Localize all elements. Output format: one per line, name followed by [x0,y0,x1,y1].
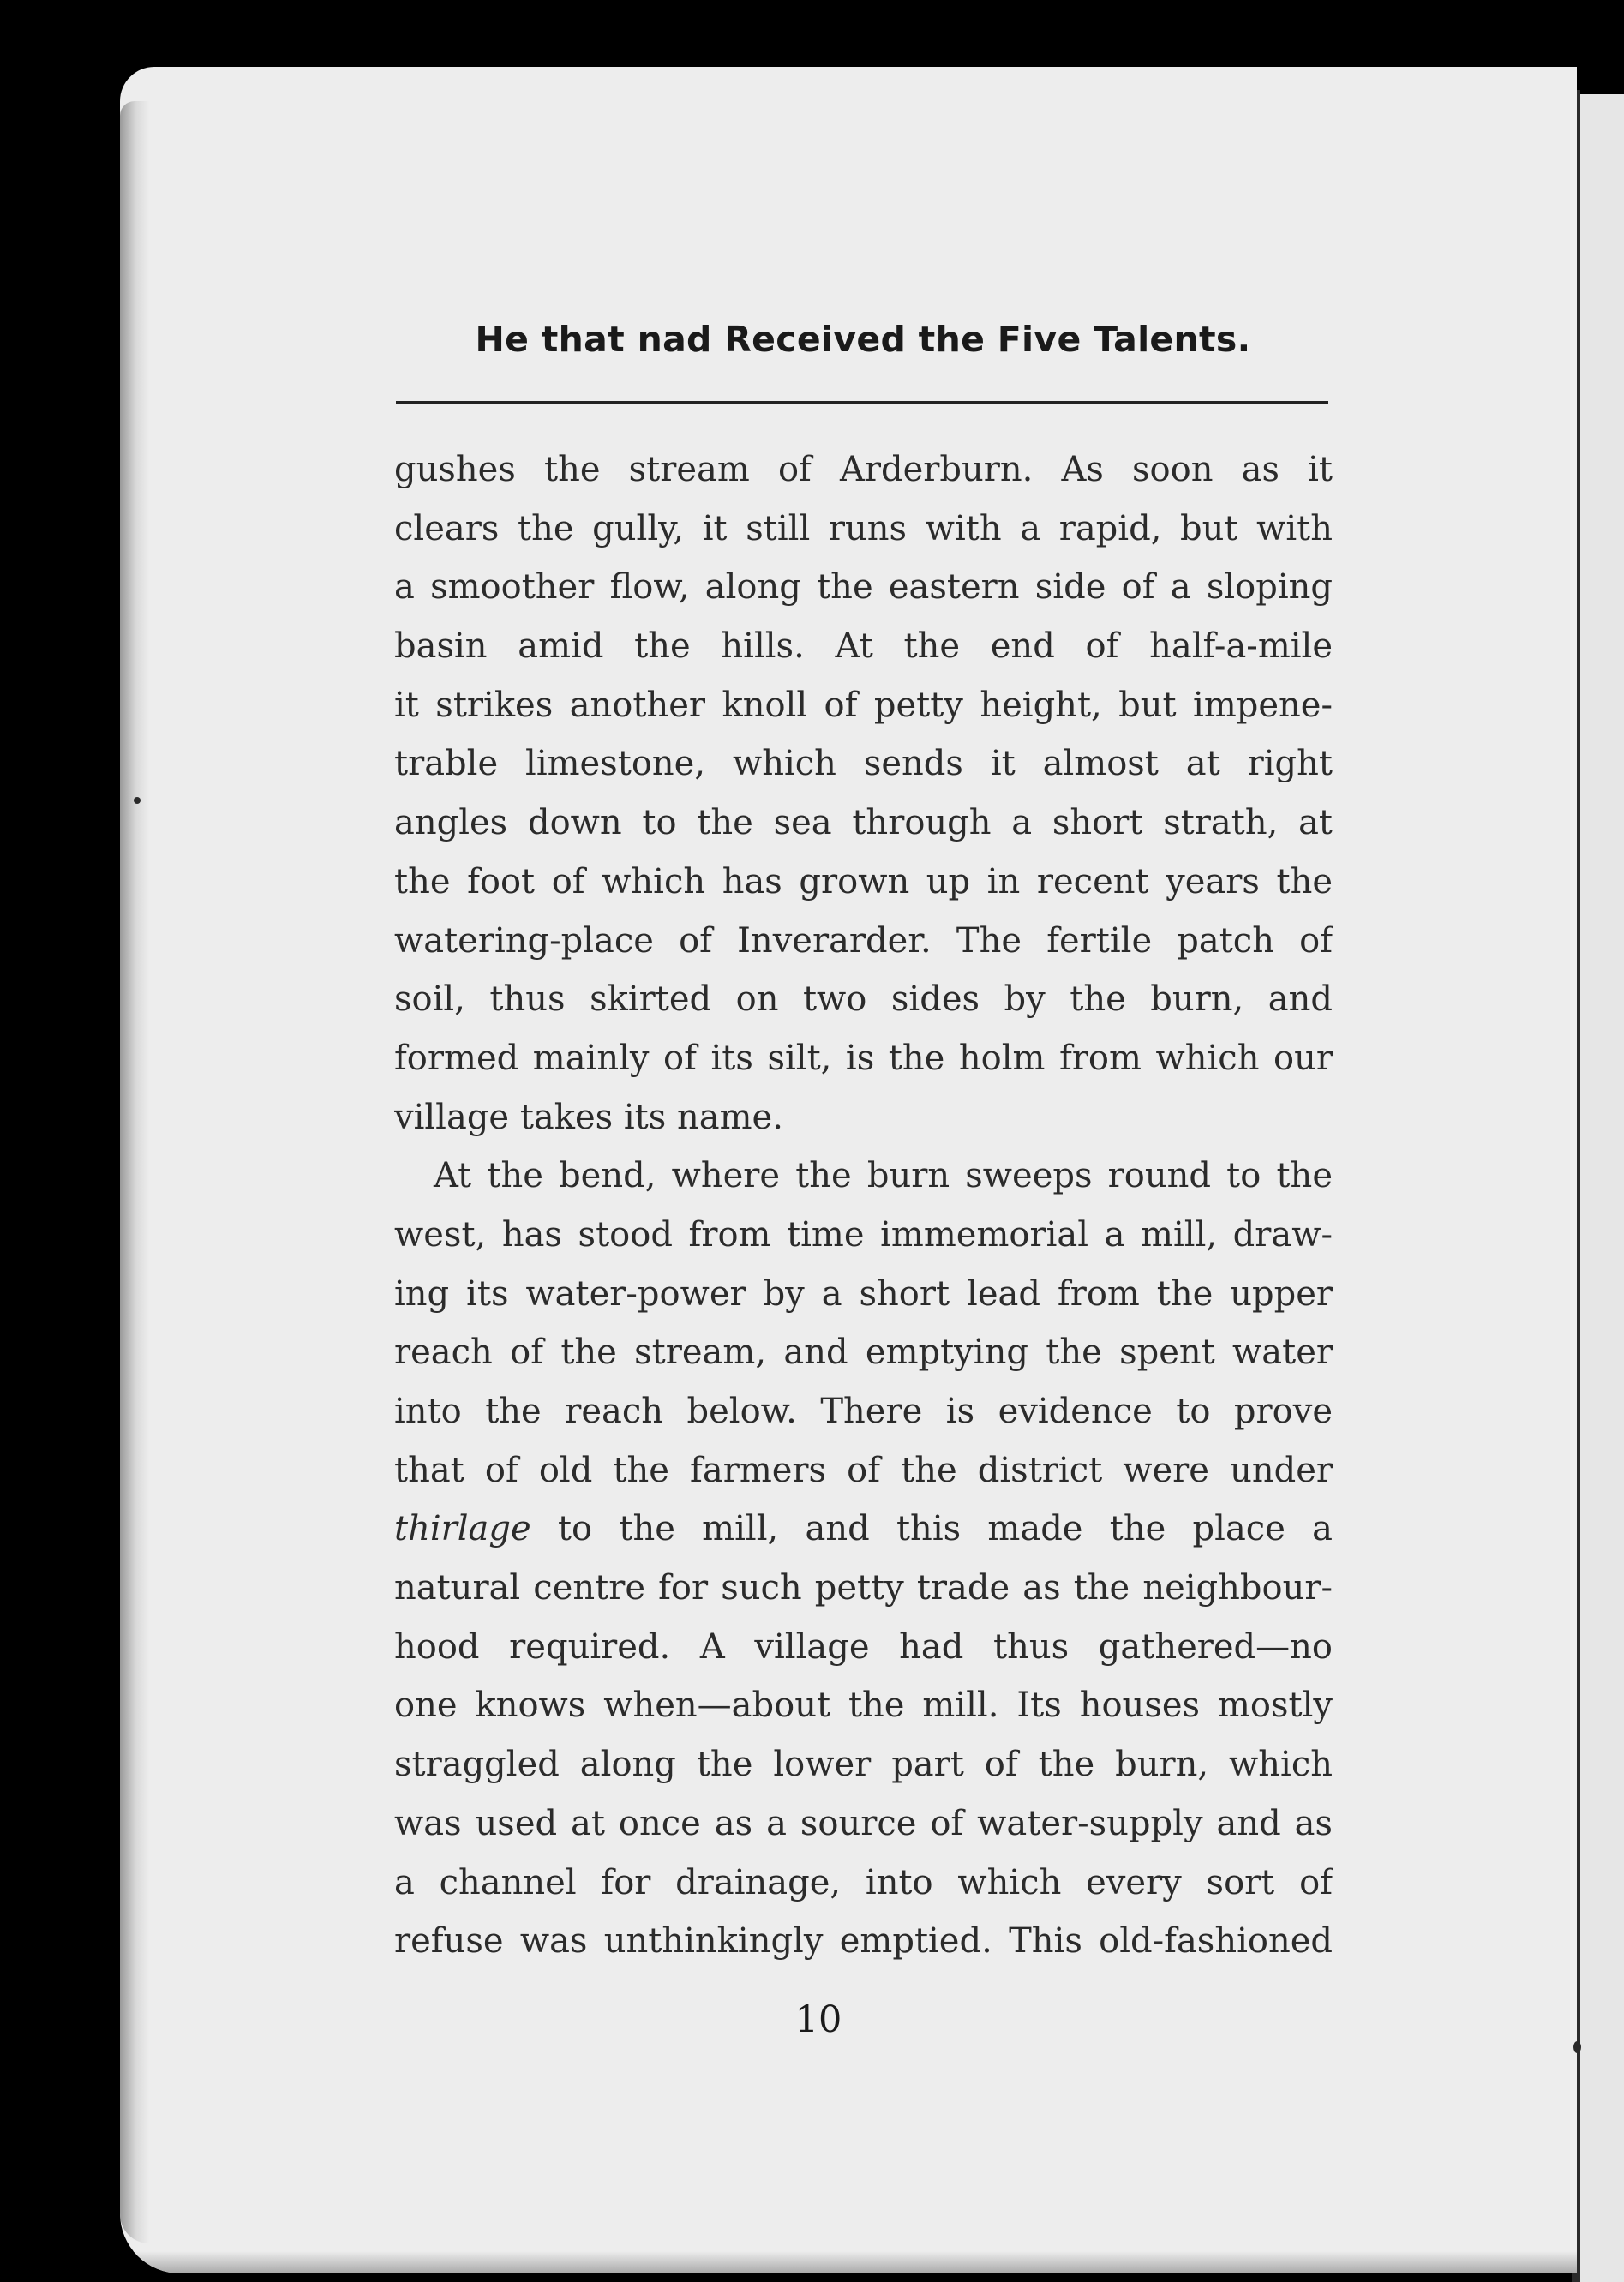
italic-term: thirlage [394,1509,531,1549]
text-line: a channel for drainage, into which every sort of [394,1862,1333,1902]
text-line: ing its water-power by a short lead from the upper [394,1273,1333,1314]
text-line: village takes its name. [394,1097,783,1137]
text-line: At the bend, where the burn sweeps round to the [434,1156,1333,1196]
scan-speck [1573,2041,1581,2053]
text-line: straggled along the lower part of the burn, which [394,1745,1333,1785]
text-line: reach of the stream, and emptying the spent water [394,1333,1333,1373]
text-line [394,1500,1333,1559]
text-line: soil, thus skirted on two sides by the burn, and [394,979,1333,1020]
text-line: formed mainly of its silt, is the holm from which our [394,1038,1333,1078]
text-line: a smoother flow, along the eastern side of a sloping [394,567,1333,608]
text-line: one knows when—about the mill. Its houses mostly [394,1686,1333,1726]
text-line: angles down to the sea through a short strath, at [394,803,1333,843]
text-line: it strikes another knoll of petty height, but impene- [394,685,1333,725]
text-line: into the reach below. There is evidence to prove [394,1392,1333,1431]
text-line: was used at once as a source of water-supply and as [394,1803,1333,1843]
text-line-rest: to the mill, and this made the place a [557,1509,1333,1549]
text-line: clears the gully, it still runs with a rapid, but with [394,508,1333,548]
text-line: west, has stood from time immemorial a mill, draw- [394,1214,1333,1255]
page-curl-shadow [120,101,149,2243]
body-text [394,440,1333,1971]
text-line: the foot of which has grown up in recent years the [394,861,1333,901]
text-line: basin amid the hills. At the end of half-a-mile [394,626,1333,667]
text-line: refuse was unthinkingly emptied. This old-fashioned [394,1921,1333,1962]
text-line: gushes the stream of Arderburn. As soon as it [394,450,1333,489]
next-page-edge [1579,94,1624,2282]
page-number: 10 [794,1998,842,2041]
scan-speck [134,797,141,804]
text-line: trable limestone, which sends it almost at right [394,744,1333,784]
text-line: that of old the farmers of the district were under [394,1450,1333,1490]
title-rule [396,401,1328,404]
text-line: natural centre for such petty trade as the neighbour- [394,1568,1333,1608]
running-title: He that nad Received the Five Talents. [475,319,1251,360]
text-line: watering-place of Inverarder. The fertile patch of [394,920,1333,961]
page-bottom-shadow [120,2251,1577,2273]
text-line: hood required. A village had thus gathered—no [394,1626,1333,1667]
